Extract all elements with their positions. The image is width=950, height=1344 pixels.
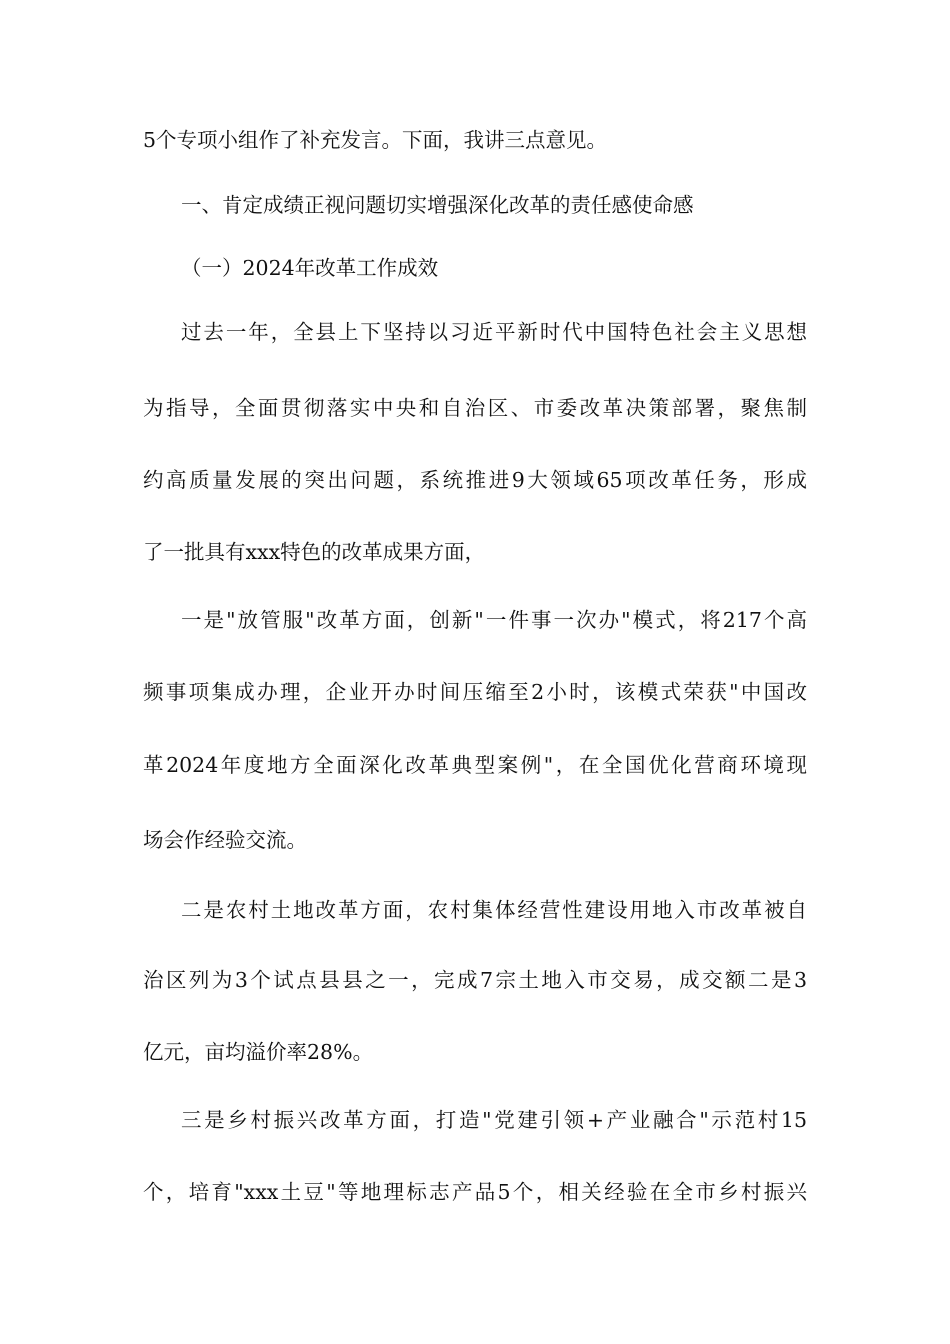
paragraph-line: 二是农村土地改革方面，农村集体经营性建设用地入市改革被自: [181, 898, 807, 922]
paragraph-line: 场会作经验交流。: [143, 828, 307, 852]
paragraph-line: 治区列为3个试点县县之一，完成7宗土地入市交易，成交额二是3: [143, 968, 807, 992]
paragraph-line: 5个专项小组作了补充发言。下面，我讲三点意见。: [143, 128, 608, 152]
paragraph-line: 约高质量发展的突出问题，系统推进9大领域65项改革任务，形成: [143, 468, 807, 492]
paragraph-line: 革2024年度地方全面深化改革典型案例"，在全国优化营商环境现: [143, 753, 807, 777]
paragraph-line: 过去一年，全县上下坚持以习近平新时代中国特色社会主义思想: [181, 320, 807, 344]
paragraph-line: 个，培育"xxx土豆"等地理标志产品5个，相关经验在全市乡村振兴: [143, 1180, 807, 1204]
paragraph-line: 亿元，亩均溢价率28%。: [143, 1040, 374, 1064]
paragraph-line: 了一批具有xxx特色的改革成果方面，: [143, 540, 486, 564]
paragraph-line: 频事项集成办理，企业开办时间压缩至2小时，该模式荣获"中国改: [143, 680, 807, 704]
paragraph-line: （一）2024年改革工作成效: [181, 256, 439, 280]
paragraph-line: 一是"放管服"改革方面，创新"一件事一次办"模式，将217个高: [181, 608, 807, 632]
paragraph-line: 一、肯定成绩正视问题切实增强深化改革的责任感使命感: [181, 193, 694, 217]
paragraph-line: 三是乡村振兴改革方面，打造"党建引领+产业融合"示范村15: [181, 1108, 807, 1132]
paragraph-line: 为指导，全面贯彻落实中央和自治区、市委改革决策部署，聚焦制: [143, 396, 807, 420]
